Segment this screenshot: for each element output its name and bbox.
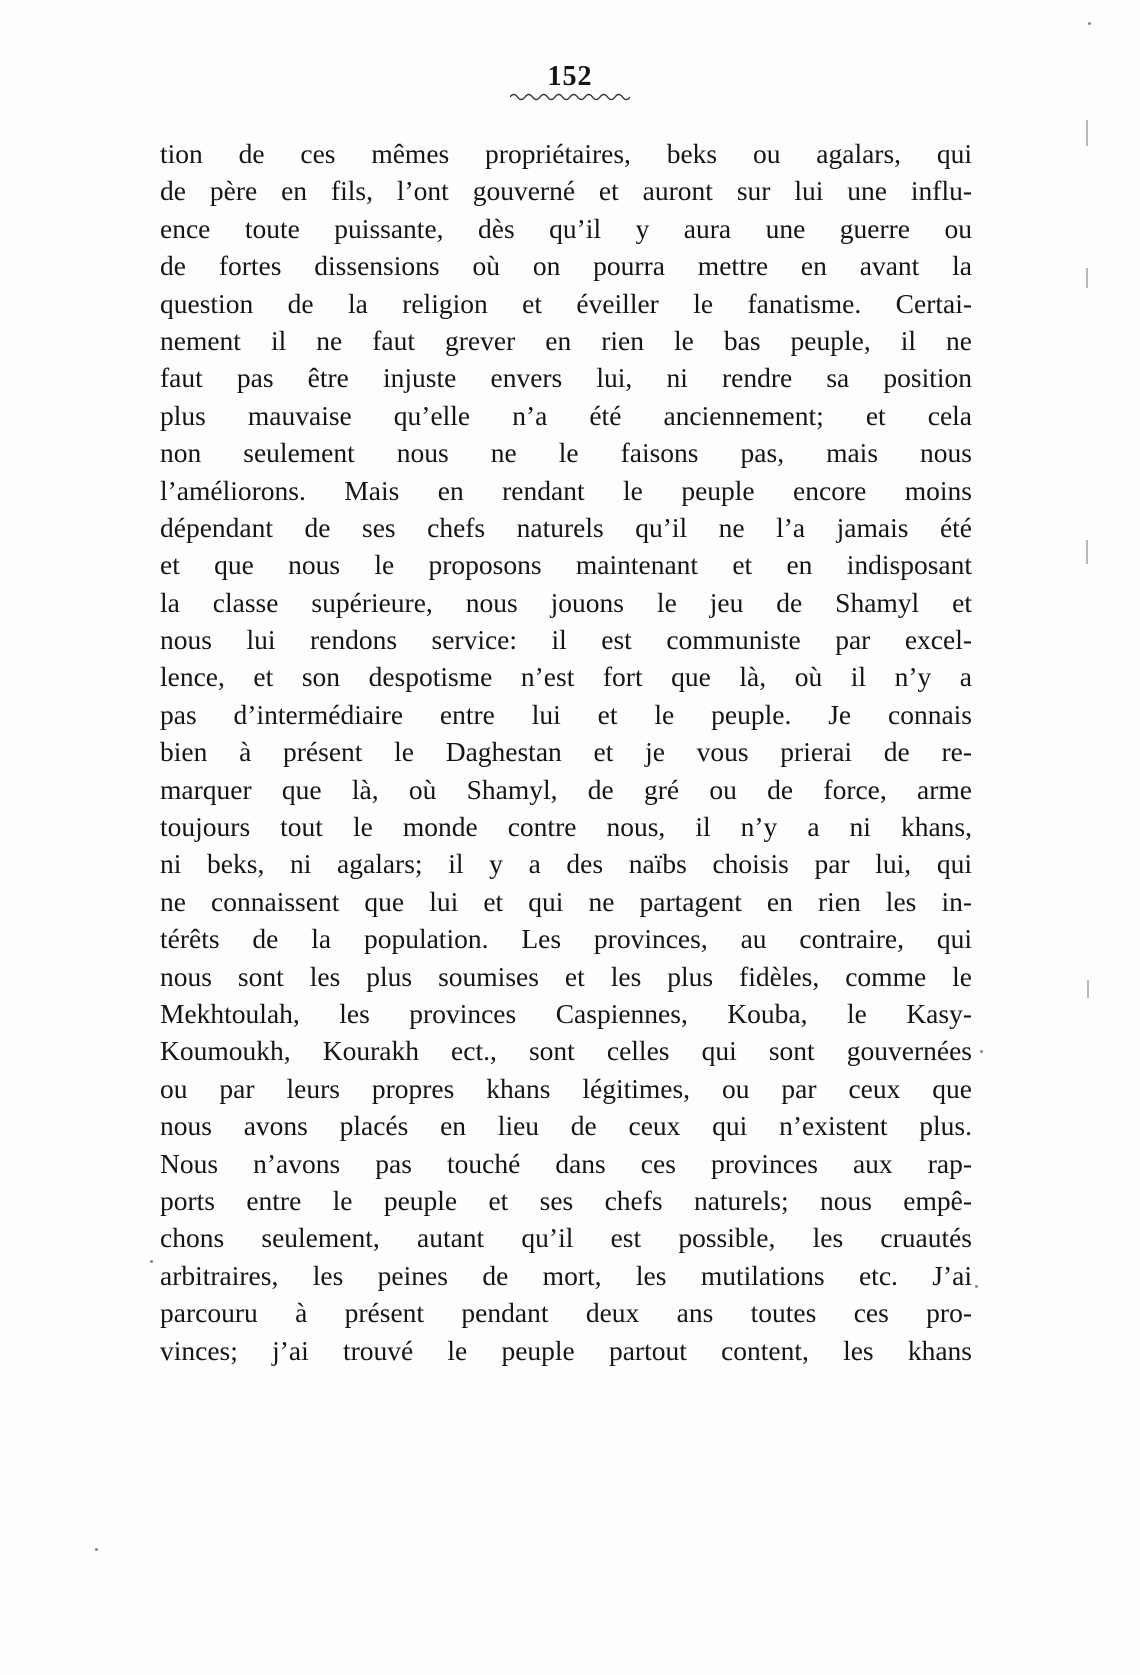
scan-speck (975, 1285, 978, 1288)
text-line: ence toute puissante, dès qu’il y aura une guerre ou (160, 212, 972, 244)
text-line: pas d’intermédiaire entre lui et le peuple. Je connais (160, 698, 972, 730)
text-line: ports entre le peuple et ses chefs naturels; nous empê- (160, 1184, 972, 1216)
page-number: 152 (547, 61, 593, 92)
page-number-ornament (510, 92, 630, 102)
text-line: Koumoukh, Kourakh ect., sont celles qui sont gouvernées (160, 1035, 972, 1067)
text-line: nous sont les plus soumises et les plus fidèles, comme le (160, 960, 972, 992)
text-line: de fortes dissensions où on pourra mettre en avant la (160, 250, 972, 282)
margin-scan-mark (1086, 268, 1088, 288)
text-line: la classe supérieure, nous jouons le jeu de Shamyl et (160, 586, 972, 618)
text-line: non seulement nous ne le faisons pas, mais nous (160, 437, 972, 469)
text-line: et que nous le proposons maintenant et en indisposant (160, 549, 972, 581)
text-line: nous avons placés en lieu de ceux qui n’existent plus. (160, 1110, 972, 1142)
text-line: ni beks, ni agalars; il y a des naïbs choisis par lui, qui (160, 848, 972, 880)
text-line: question de la religion et éveiller le fanatisme. Certai- (160, 287, 972, 319)
body-text (160, 135, 972, 1369)
scan-speck (150, 1260, 153, 1263)
text-line: l’améliorons. Mais en rendant le peuple encore moins (160, 474, 972, 506)
text-line: vinces; j’ai trouvé le peuple partout content, les khans (160, 1334, 972, 1366)
margin-scan-mark (1086, 540, 1088, 564)
text-line: Mekhtoulah, les provinces Caspiennes, Kouba, le Kasy- (160, 997, 972, 1029)
text-line: parcouru à présent pendant deux ans toutes ces pro- (160, 1297, 972, 1329)
text-line: arbitraires, les peines de mort, les mutilations etc. J’ai (160, 1259, 972, 1291)
text-line: dépendant de ses chefs naturels qu’il ne l’a jamais été (160, 511, 972, 543)
scan-speck (95, 1548, 98, 1551)
text-line: plus mauvaise qu’elle n’a été anciennement; et cela (160, 399, 972, 431)
text-line: chons seulement, autant qu’il est possible, les cruautés (160, 1222, 972, 1254)
text-line: ne connaissent que lui et qui ne partagent en rien les in- (160, 885, 972, 917)
margin-scan-mark (1086, 120, 1088, 146)
text-line: térêts de la population. Les provinces, au contraire, qui (160, 923, 972, 955)
scan-speck (1088, 22, 1091, 25)
text-line: de père en fils, l’ont gouverné et auront sur lui une influ- (160, 175, 972, 207)
text-line: marquer que là, où Shamyl, de gré ou de force, arme (160, 773, 972, 805)
text-line: faut pas être injuste envers lui, ni rendre sa position (160, 362, 972, 394)
text-line: toujours tout le monde contre nous, il n’y a ni khans, (160, 811, 972, 843)
text-line: nous lui rendons service: il est communiste par excel- (160, 624, 972, 656)
text-line: ou par leurs propres khans légitimes, ou par ceux que (160, 1072, 972, 1104)
scan-speck (980, 1050, 983, 1053)
text-line: Nous n’avons pas touché dans ces provinces aux rap- (160, 1147, 972, 1179)
text-line: nement il ne faut grever en rien le bas peuple, il ne (160, 324, 972, 356)
margin-scan-mark (1087, 980, 1089, 998)
text-line: lence, et son despotisme n’est fort que là, où il n’y a (160, 661, 972, 693)
text-line: tion de ces mêmes propriétaires, beks ou agalars, qui (160, 138, 972, 169)
text-line: bien à présent le Daghestan et je vous prierai de re- (160, 736, 972, 768)
